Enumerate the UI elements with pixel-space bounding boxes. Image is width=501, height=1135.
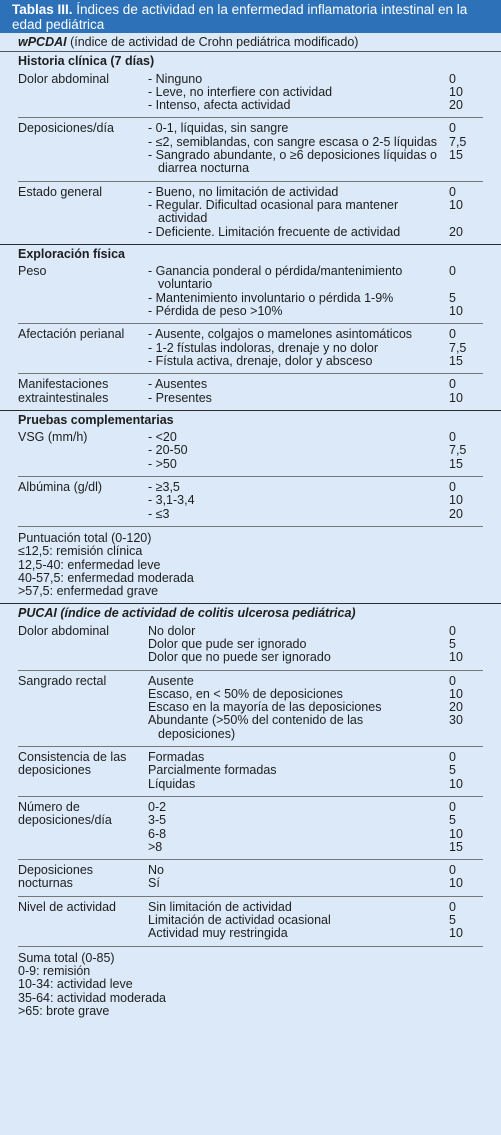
item-text: No dolor [148,623,196,638]
item-text: - Ninguno [148,71,203,86]
list-item [148,751,483,764]
item-text: - Mantenimiento involuntario o pérdida 1-9% [148,290,394,305]
item-text: - ≥3,5 [148,480,180,495]
row-items [148,675,483,741]
item-points: 0 [449,750,456,765]
summary-line: Puntuación total (0-120) [18,530,152,545]
row-label: Consistencia de las deposiciones [18,750,127,778]
item-text: Parcialmente formadas [148,763,277,778]
item-text: Formadas [148,750,205,765]
item-points: 5 [449,913,456,928]
list-item [148,378,483,391]
item-text: - Ausente, colgajos o mamelones asintomáticos [148,327,413,342]
row-items [148,901,483,941]
item-points: 7,5 [449,340,467,355]
item-points: 15 [449,456,463,471]
table-caption [0,0,501,33]
item-text: No [148,863,164,878]
item-points: 10 [449,776,463,791]
table-row [18,623,483,670]
pucai-groups [0,623,501,946]
list-item [148,494,483,507]
row-label: Peso [18,264,47,279]
section-title: Exploración física [18,246,125,261]
section-header [0,244,501,263]
list-item [148,292,483,305]
list-item [148,342,483,355]
item-text: Limitación de actividad ocasional [148,913,331,928]
table-row [18,373,483,410]
row-items [148,751,483,791]
row-label: Sangrado rectal [18,673,107,688]
list-item [148,265,483,292]
item-text: - Deficiente. Limitación frecuente de actividad [148,224,401,239]
pucai-title: PUCAI (índice de actividad de colitis ulcerosa pediátrica) [18,606,356,621]
row-label: Manifestaciones extraintestinales [18,377,109,405]
row-label: Deposiciones nocturnas [18,863,94,891]
item-points: 7,5 [449,443,467,458]
row-label: Dolor abdominal [18,623,110,638]
list-item [148,355,483,368]
item-points: 20 [449,506,463,521]
list-item [148,801,483,814]
item-text: - Sangrado abundante, o ≥6 deposiciones líquidas o diarrea nocturna [148,148,438,176]
item-points: 10 [449,876,463,891]
row-label: VSG (mm/h) [18,430,88,445]
summary-line: ≤12,5: remisión clínica [18,544,143,559]
list-item [148,625,483,638]
item-points: 5 [449,813,456,828]
list-item [148,226,483,239]
row-items [148,378,483,405]
row-label: Deposiciones/día [18,121,114,136]
item-text: 6-8 [148,826,167,841]
item-points: 0 [449,899,456,914]
row-items [148,328,483,368]
list-item [148,864,483,877]
list-item [148,305,483,318]
table-row [18,117,483,180]
wpcdai-title: wPCDAI [18,35,67,49]
row-items [148,73,483,113]
item-points: 0 [449,264,456,279]
list-item [148,73,483,86]
row-items [148,625,483,665]
list-item [148,828,483,841]
item-points: 15 [449,353,463,368]
list-item [148,186,483,199]
item-points: 10 [449,686,463,701]
table-row [18,71,483,118]
list-item [148,199,483,226]
item-text: Abundante (>50% del contenido de las deposiciones) [148,713,364,741]
item-text: - ≤3 [148,506,170,521]
table-row [18,796,483,859]
item-points: 0 [449,480,456,495]
item-points: 15 [449,839,463,854]
list-item [148,122,483,135]
section-header [0,410,501,429]
row-items [148,186,483,239]
row-items [148,801,483,854]
item-points: 0 [449,799,456,814]
item-text: Sin limitación de actividad [148,899,292,914]
item-text: - Ausentes [148,377,208,392]
table-row [18,670,483,746]
section-title: Pruebas complementarias [18,412,174,427]
item-points: 10 [449,304,463,319]
wpcdai-summary [18,526,483,603]
row-label: Estado general [18,184,103,199]
list-item [148,914,483,927]
item-points: 20 [449,98,463,113]
item-text: - Pérdida de peso >10% [148,304,283,319]
list-item [148,481,483,494]
wpcdai-subtitle: (índice de actividad de Crohn pediátrica modificado) [66,35,359,49]
table-row [18,181,483,244]
item-points: 10 [449,197,463,212]
item-points: 20 [449,224,463,239]
list-item [148,86,483,99]
item-text: - Bueno, no limitación de actividad [148,184,339,199]
item-text: Escaso, en < 50% de deposiciones [148,686,343,701]
summary-line: 12,5-40: enfermedad leve [18,557,161,572]
list-item [148,814,483,827]
item-points: 10 [449,390,463,405]
list-item [148,431,483,444]
summary-line: 10-34: actividad leve [18,977,133,992]
item-text: - Fístula activa, drenaje, dolor y absceso [148,353,373,368]
pucai-summary [18,946,483,1023]
list-item [148,877,483,890]
item-points: 10 [449,650,463,665]
item-points: 0 [449,430,456,445]
item-text: - Intenso, afecta actividad [148,98,291,113]
section-header [0,51,501,70]
list-item [148,444,483,457]
item-text: - 1-2 fístulas indoloras, drenaje y no dolor [148,340,378,355]
item-text: Sí [148,876,160,891]
row-label: Albúmina (g/dl) [18,480,103,495]
item-points: 0 [449,71,456,86]
item-text: - Ganancia ponderal o pérdida/mantenimiento voluntario [148,264,403,292]
pucai-header [0,603,501,622]
list-item [148,714,483,741]
item-points: 10 [449,826,463,841]
summary-line: >65: brote grave [18,1003,110,1018]
item-points: 7,5 [449,134,467,149]
list-item [148,136,483,149]
summary-line: 40-57,5: enfermedad moderada [18,570,194,585]
list-item [148,675,483,688]
table-body [0,33,501,1023]
list-item [148,328,483,341]
list-item [148,688,483,701]
item-points: 10 [449,493,463,508]
item-text: Ausente [148,673,194,688]
item-text: 3-5 [148,813,167,828]
item-text: - Regular. Dificultad ocasional para mantener actividad [148,197,399,226]
section-title: Historia clínica (7 días) [18,54,155,69]
list-item [148,701,483,714]
item-points: 15 [449,148,463,163]
item-points: 0 [449,623,456,638]
item-text: Líquidas [148,776,196,791]
item-points: 0 [449,327,456,342]
row-items [148,481,483,521]
list-item [148,508,483,521]
item-points: 0 [449,184,456,199]
list-item [148,392,483,405]
list-item [148,764,483,777]
summary-line: >57,5: enfermedad grave [18,584,159,599]
item-text: Dolor que no puede ser ignorado [148,650,331,665]
item-text: - 3,1-3,4 [148,493,195,508]
list-item [148,927,483,940]
row-items [148,431,483,471]
row-label: Nivel de actividad [18,899,116,914]
item-text: - Leve, no interfiere con actividad [148,84,333,99]
wpcdai-sections [0,51,501,526]
item-text: 0-2 [148,799,167,814]
table-row [18,896,483,946]
list-item [148,901,483,914]
item-text: Escaso en la mayoría de las deposiciones [148,700,382,715]
row-items [148,122,483,175]
item-points: 20 [449,700,463,715]
item-points: 30 [449,713,463,728]
summary-line: 0-9: remisión [18,963,91,978]
item-text: - 0-1, líquidas, sin sangre [148,121,289,136]
item-text: - <20 [148,430,177,445]
table-row [18,263,483,323]
item-points: 0 [449,863,456,878]
list-item [148,651,483,664]
item-points: 0 [449,377,456,392]
table-row [18,429,483,476]
table-row [18,476,483,526]
item-points: 10 [449,84,463,99]
caption-label: Tablas III. [12,2,73,17]
list-item [148,149,483,176]
item-text: Actividad muy restringida [148,926,288,941]
item-points: 5 [449,763,456,778]
summary-line: 35-64: actividad moderada [18,990,167,1005]
table-row [18,746,483,796]
list-item [148,778,483,791]
row-items [148,265,483,318]
caption-text: Índices de actividad en la enfermedad inflamatoria intestinal en la edad pediátrica [12,2,468,32]
item-text: - Presentes [148,390,212,405]
list-item [148,458,483,471]
item-points: 10 [449,926,463,941]
item-text: >8 [148,839,163,854]
row-label: Número de deposiciones/día [18,799,112,828]
item-points: 5 [449,636,456,651]
item-text: - ≤2, semiblandas, con sangre escasa o 2-5 líquidas [148,134,437,149]
item-text: Dolor que pude ser ignorado [148,636,307,651]
list-item [148,841,483,854]
row-label: Afectación perianal [18,327,125,342]
table-row [18,859,483,896]
item-points: 0 [449,673,456,688]
list-item [148,99,483,112]
list-item [148,638,483,651]
item-text: - 20-50 [148,443,188,458]
wpcdai-header [0,33,501,51]
row-items [148,864,483,891]
item-points: 0 [449,121,456,136]
table-row [18,323,483,373]
summary-line: Suma total (0-85) [18,950,115,965]
item-points: 5 [449,290,456,305]
row-label: Dolor abdominal [18,71,110,86]
item-text: - >50 [148,456,177,471]
